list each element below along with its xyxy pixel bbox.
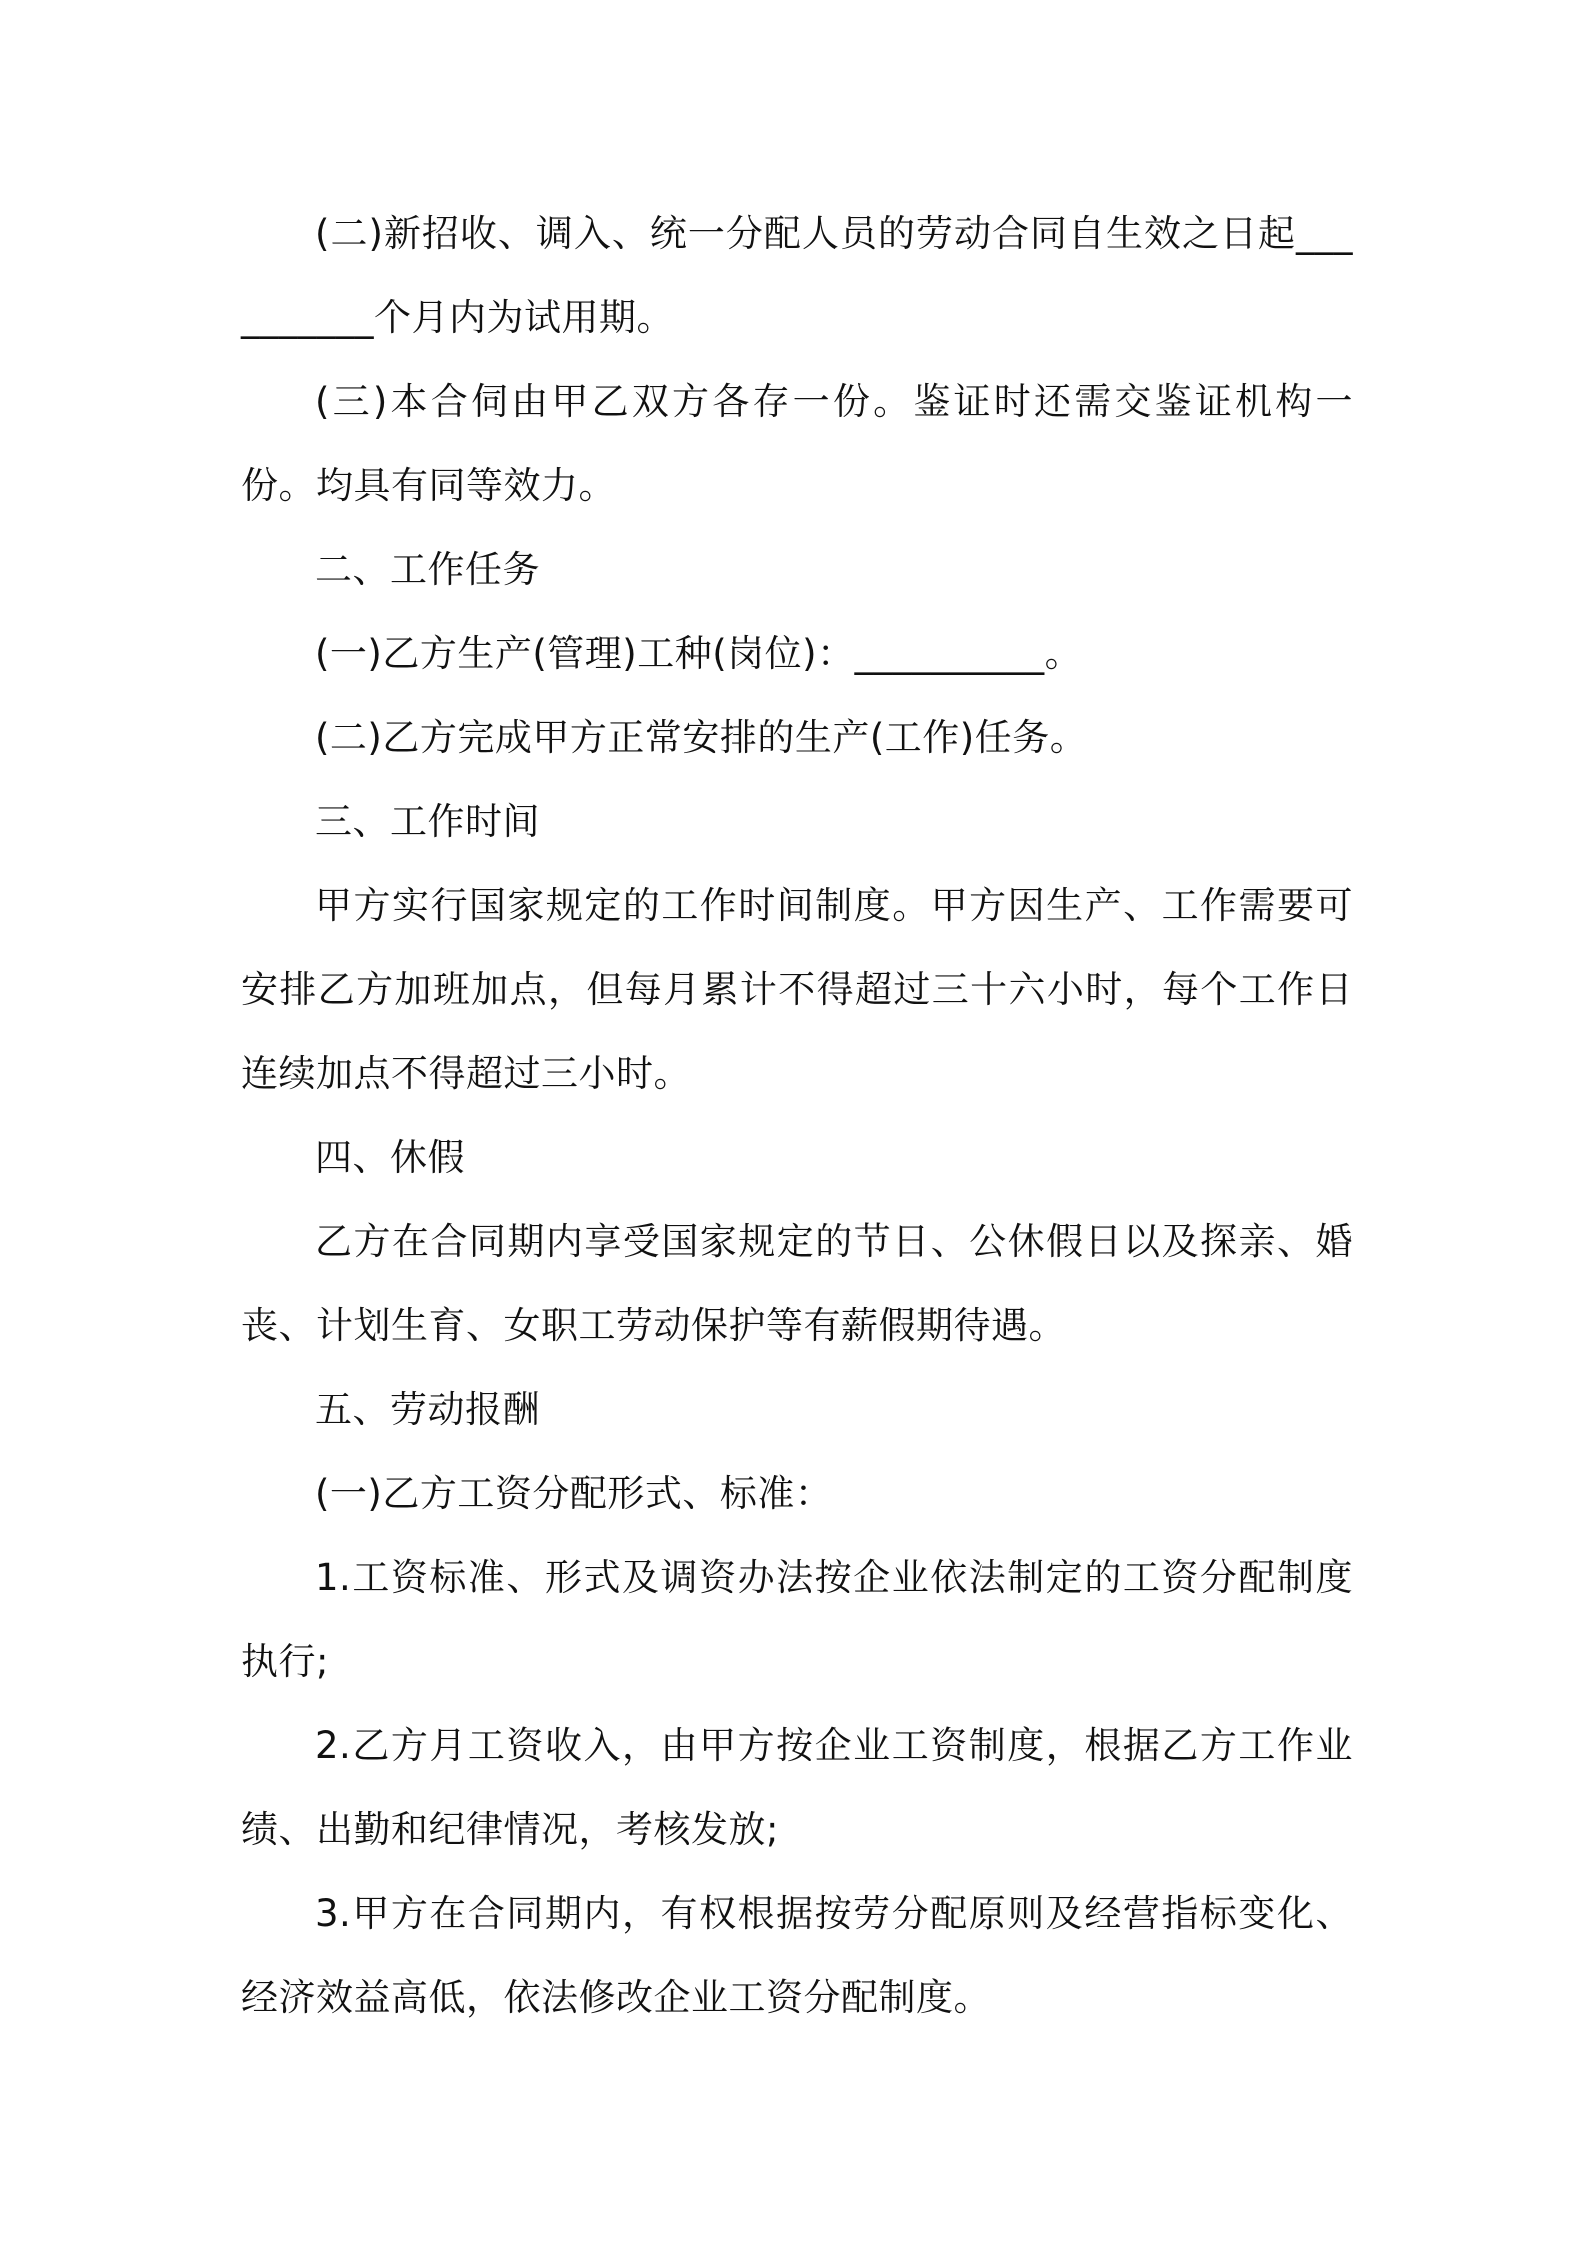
heading-leave: 四、休假	[315, 1136, 465, 1179]
paragraph-probation: (二)新招收、调入、统一分配人员的劳动合同自生效之日起__________个月内为试用期。	[241, 212, 1353, 339]
paragraph-job-position: (一)乙方生产(管理)工种(岗位)：__________。	[315, 632, 1083, 675]
document-body	[241, 192, 1353, 2040]
paragraph-task-completion: (二)乙方完成甲方正常安排的生产(工作)任务。	[315, 716, 1088, 759]
paragraph-working-hours: 甲方实行国家规定的工作时间制度。甲方因生产、工作需要可安排乙方加班加点，但每月累计不得超过三十六小时，每个工作日连续加点不得超过三小时。	[241, 884, 1353, 1095]
paragraph-copies: (三)本合伺由甲乙双方各存一份。鉴证时还需交鉴证机构一份。均具有同等效力。	[241, 380, 1353, 507]
heading-work-tasks: 二、工作任务	[315, 548, 540, 591]
paragraph-wage-revision: 3.甲方在合同期内，有权根据按劳分配原则及经营指标变化、经济效益高低，依法修改企业工资分配制度。	[241, 1892, 1353, 2019]
paragraph-leave: 乙方在合同期内享受国家规定的节日、公休假日以及探亲、婚丧、计划生育、女职工劳动保护等有薪假期待遇。	[241, 1220, 1353, 1347]
heading-working-hours: 三、工作时间	[315, 800, 540, 843]
heading-remuneration: 五、劳动报酬	[315, 1388, 540, 1431]
paragraph-wage-standard: 1.工资标准、形式及调资办法按企业依法制定的工资分配制度执行;	[241, 1556, 1353, 1683]
paragraph-wage-form: (一)乙方工资分配形式、标准：	[315, 1472, 833, 1515]
paragraph-monthly-wage: 2.乙方月工资收入，由甲方按企业工资制度，根据乙方工作业绩、出勤和纪律情况，考核发放;	[241, 1724, 1353, 1851]
